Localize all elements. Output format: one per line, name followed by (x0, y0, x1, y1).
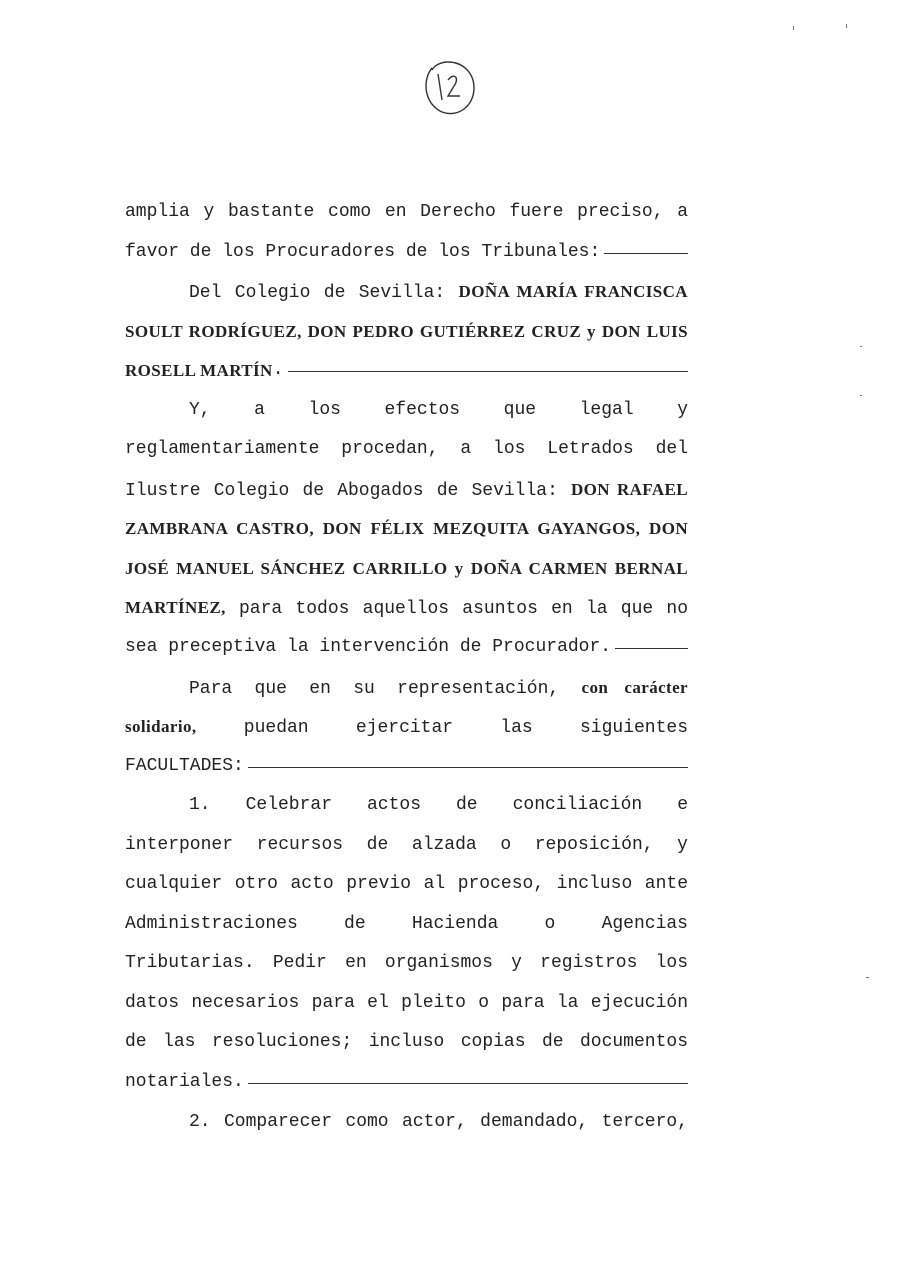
scan-speck (846, 24, 847, 28)
text-segment: notariales. (125, 1072, 244, 1093)
text-line (125, 707, 688, 747)
text-line (125, 1023, 688, 1063)
scan-speck (793, 26, 794, 30)
fill-dash-line (288, 371, 688, 372)
text-line (125, 233, 688, 273)
text-line (125, 865, 688, 905)
text-segment: reglamentariamente procedan, a los Letrados del (125, 439, 688, 460)
text-segment: favor de los Procuradores de los Tribunales: (125, 241, 601, 262)
text-segment: interponer recursos de alzada o reposición, y (125, 834, 688, 855)
document-body (125, 193, 688, 1142)
scan-speck (860, 395, 862, 396)
text-line (125, 430, 688, 470)
text-segment: para todos aquellos asuntos en la que no (225, 599, 688, 620)
text-line (125, 588, 688, 628)
bold-text: ZAMBRANA CASTRO, DON FÉLIX MEZQUITA GAYANGOS, DON (125, 519, 688, 539)
bold-text: MARTÍNEZ, (125, 598, 226, 618)
text-line (125, 1063, 688, 1103)
text-line (125, 826, 688, 866)
text-segment: Administraciones de Hacienda o Agencias (125, 913, 688, 934)
text-segment: Y, a los efectos que legal y (189, 399, 688, 420)
text-segment: datos necesarios para el pleito o para la ejecución (125, 992, 688, 1013)
text-line (125, 905, 688, 945)
text-line (125, 312, 688, 352)
text-segment: Ilustre Colegio de Abogados de Sevilla: (125, 480, 571, 501)
text-segment: FACULTADES: (125, 755, 244, 776)
text-line (125, 351, 688, 391)
fill-dash-line (604, 253, 688, 254)
text-segment: Tributarias. Pedir en organismos y registros los (125, 953, 688, 974)
text-line (125, 786, 688, 826)
text-segment: 2. Comparecer como actor, demandado, tercero, (189, 1111, 688, 1132)
text-line (125, 272, 688, 312)
fill-dash-line (248, 1083, 688, 1084)
text-segment: Del Colegio de Sevilla: (189, 283, 459, 304)
bold-text: ROSELL MARTÍN (125, 361, 273, 381)
handwritten-page-number (418, 56, 480, 118)
bold-text: SOULT RODRÍGUEZ, DON PEDRO GUTIÉRREZ CRUZ y DON LUIS (125, 321, 688, 341)
text-line (125, 984, 688, 1024)
bold-text: con carácter (581, 677, 688, 697)
text-line (125, 944, 688, 984)
fill-dash-line (248, 767, 688, 768)
text-line (125, 509, 688, 549)
bold-text: DOÑA MARÍA FRANCISCA (458, 282, 688, 302)
scan-speck (866, 977, 869, 978)
bold-text: DON RAFAEL (571, 479, 688, 499)
text-line (125, 193, 688, 233)
text-line (125, 549, 688, 589)
bold-text: solidario, (125, 717, 197, 737)
text-segment: amplia y bastante como en Derecho fuere preciso, a (125, 202, 688, 222)
fill-dash-line (615, 648, 688, 649)
text-line (125, 668, 688, 708)
text-segment: puedan ejercitar las siguientes (196, 718, 688, 739)
text-segment: Para que en su representación, (189, 678, 582, 699)
bold-text: JOSÉ MANUEL SÁNCHEZ CARRILLO y DOÑA CARMEN BERNAL (125, 558, 688, 578)
text-segment: sea preceptiva la intervención de Procurador. (125, 637, 612, 658)
text-segment: de las resoluciones; incluso copias de documentos (125, 1032, 688, 1053)
text-segment: 1. Celebrar actos de conciliación e (189, 795, 688, 816)
text-line (125, 1103, 688, 1143)
circled-number-mark (418, 56, 480, 118)
text-segment: . (272, 360, 284, 381)
scan-speck (860, 346, 862, 347)
text-line (125, 391, 688, 431)
text-line (125, 628, 688, 668)
text-line (125, 470, 688, 510)
text-line (125, 747, 688, 787)
text-segment: cualquier otro acto previo al proceso, incluso ante (125, 874, 688, 895)
